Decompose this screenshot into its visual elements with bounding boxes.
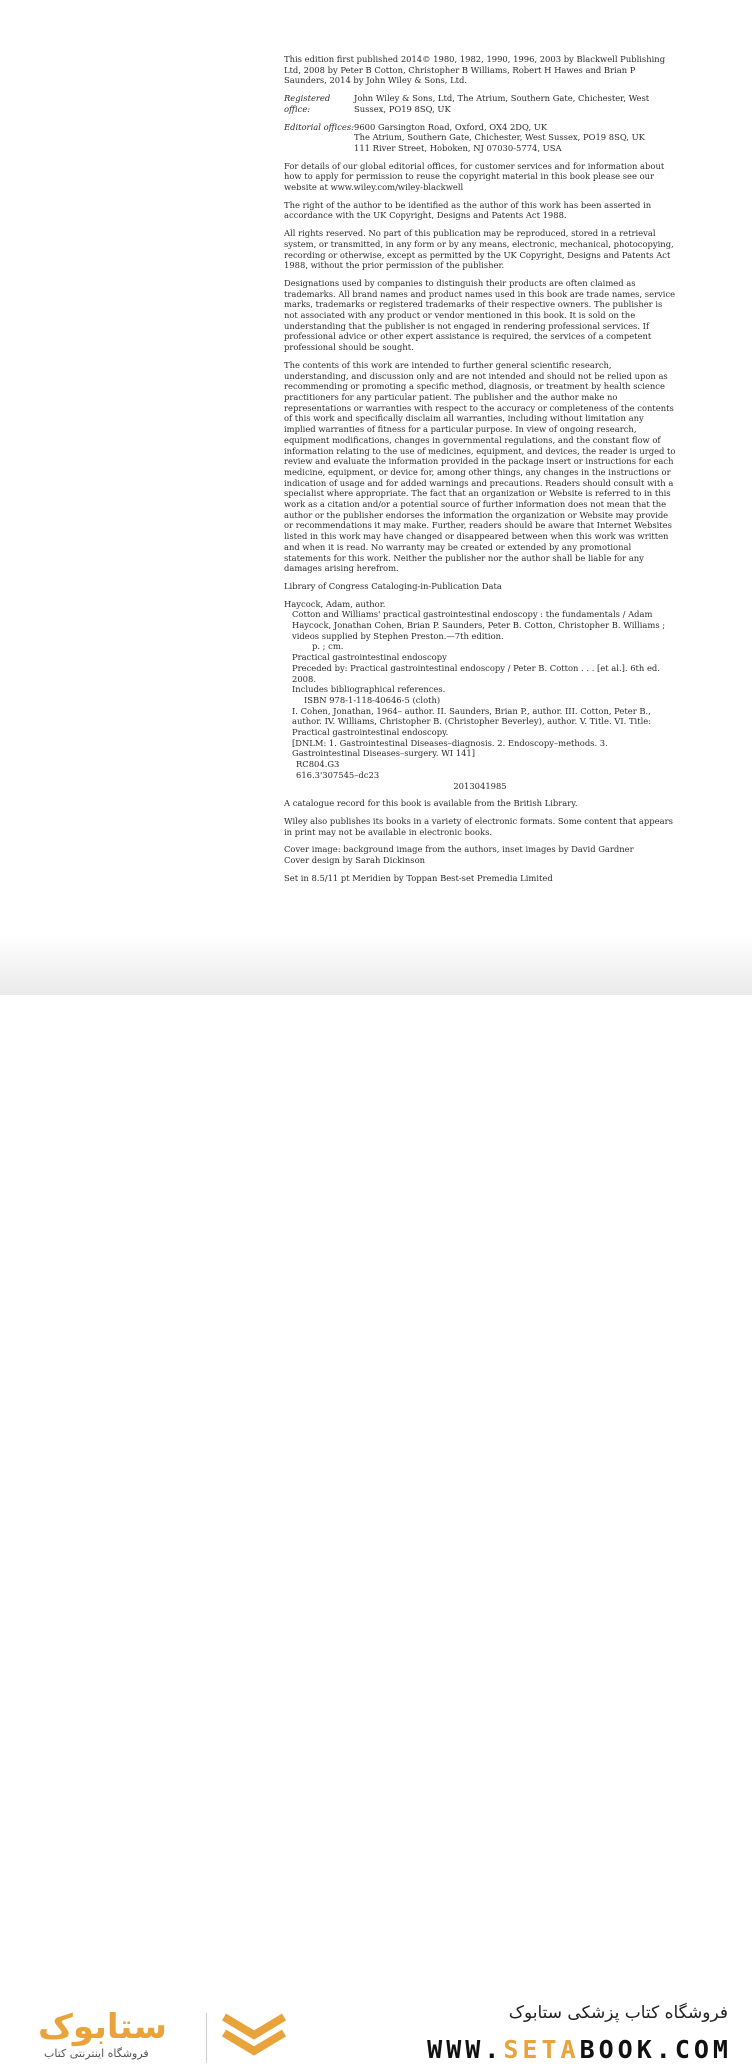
editorial-office-line: 9600 Garsington Road, Oxford, OX4 2DQ, UK [354,121,548,132]
author-right-paragraph: The right of the author to be identified as the author of this work has been asserted in accordance with the UK Copyright, Designs and Patents Act 1988. [284,199,652,221]
catalog-number: 2013041985 [453,780,507,791]
watermark-banner [0,995,752,2064]
cover-credits [284,844,676,865]
bottom-fade [0,935,752,995]
setabook-logo [38,2007,198,2063]
designations-paragraph: Designations used by companies to distinguish their products are often claimed as trademarks. All brand names and product names used in this book are trade names, service marks, trademarks or registered trademarks of their respective owners. The publisher is not associated with any product or vendor mentioned in this book. It is sold on the understanding that the publisher is not engaged in rendering professional services. If professional advice or other expert assistance is required, the services of a competent professional should be sought. [284,277,676,353]
edition-statement: This edition first published 2014© 1980, 1982, 1990, 1996, 2003 by Blackwell Publishing Ltd, 2008 by Peter B Cotton, Christopher B Williams, Robert H Hawes and Brian P Saunders, 2014 by John Wiley & Sons, Ltd. [284,54,666,86]
catalog-line: p. ; cm. [312,641,344,652]
loc-heading: Library of Congress Cataloging-in-Publication Data [284,580,502,591]
disclaimer-paragraph: The contents of this work are intended to further general scientific research, understanding, and discussion only and are not intended and should not be relied upon as recommending or promoting a specific method, diagnosis, or treatment by health science practitioners for any particular patient. The publisher and the author make no representations or warranties with respect to the accuracy or completeness of the contents of this work and specifically disclaim all warranties, including without limitation any implied warranties of fitness for a particular purpose. In view of ongoing research, equipment modifications, changes in governmental regulations, and the constant flow of information relating to the use of medicines, equipment, and devices, the reader is urged to review and evaluate the information provided in the package insert or instructions for each medicine, equipment, or device for, among other things, any changes in the instructions or indication of usage and for added warnings and precautions. Readers should consult with a specialist where appropriate. The fact that an organization or Website is referred to in this work as a citation and/or a potential source of further information does not mean that the author or the publisher endorses the information the organization or Website may provide or recommendations it may make. Further, readers should be aware that Internet Websites listed in this work may have changed or disappeared between when this work was written and when it is read. No warranty may be created or extended by any promotional statements for this work. Neither the publisher nor the author shall be liable for any damages arising herefrom. [284,359,676,574]
shop-url [380,2035,732,2064]
catalog-line: Preceded by: Practical gastrointestinal endoscopy / Peter B. Cotton . . . [et al.]. 6th ed. 2008. [292,662,660,684]
catalog-line: Includes bibliographical references. [292,684,446,695]
typesetting-note: Set in 8.5/11 pt Meridien by Toppan Best-set Premedia Limited [284,872,553,883]
catalog-line: I. Cohen, Jonathan, 1964– author. II. Saunders, Brian P., author. III. Cotton, Peter B., author. IV. Williams, Christopher B. (Christopher Beverley), author. V. Title. VI. Title: Practical gastrointestinal endoscopy. [292,705,652,738]
catalog-line: Cotton and Williams' practical gastrointestinal endoscopy : the fundamentals / Adam Haycock, Jonathan Cohen, Brian P. Saunders, Peter B. Cotton, Christopher B. Williams ; videos supplied by Stephen Preston.—7th edition. [292,609,666,641]
editorial-office-line: 111 River Street, Hoboken, NJ 07030-5774, USA [354,142,562,153]
editorial-office-line: The Atrium, Southern Gate, Chichester, West Sussex, PO19 8SQ, UK [354,132,645,143]
registered-office-label: Registered office: [284,93,331,114]
logo-subtext: فروشگاه اینترنتی کتاب [44,2047,149,2060]
url-prefix: WWW. [427,2035,504,2064]
url-suffix: BOOK.COM [579,2035,732,2064]
editorial-offices-label: Editorial offices: [284,121,354,132]
catalog-line: RC804.G3 [296,759,340,770]
catalog-line: ISBN 978-1-118-40646-5 (cloth) [304,694,441,705]
details-paragraph: For details of our global editorial offices, for customer services and for information about how to apply for permission to reuse the copyright material in this book please see our website at www.wiley.com/wiley-blackwell [284,160,665,193]
url-accent: SETA [503,2035,580,2064]
registered-office-value: John Wiley & Sons, Ltd, The Atrium, Southern Gate, Chichester, West Sussex, PO19 8SQ, UK [354,93,650,114]
logo-text: ستابوک [38,2007,167,2047]
logo-divider [206,2013,207,2063]
cover-design-credit: Cover design by Sarah Dickinson [284,855,426,866]
cataloging-data [284,599,676,792]
catalog-line: Haycock, Adam, author. [284,598,386,609]
british-library-note: A catalogue record for this book is available from the British Library. [284,798,578,809]
copyright-text-block [284,54,676,891]
registered-office [284,93,676,114]
editorial-offices-value [354,122,676,154]
shop-title: فروشگاه کتاب پزشکی ستابوک [508,2003,728,2023]
all-rights-paragraph: All rights reserved. No part of this publication may be reproduced, stored in a retrieval system, or transmitted, in any form or by any means, electronic, mechanical, photocopying, recording or otherwise, except as permitted by the UK Copyright, Designs and Patents Act 1988, without the prior permission of the publisher. [284,228,674,271]
cover-image-credit: Cover image: background image from the authors, inset images by David Gardner [284,844,634,855]
catalog-line: [DNLM: 1. Gastrointestinal Diseases–diagnosis. 2. Endoscopy–methods. 3. Gastrointestinal Diseases–surgery. WI 141] [292,737,608,759]
editorial-offices [284,122,676,154]
chevron-emblem-icon [218,2009,290,2065]
catalog-line: Practical gastrointestinal endoscopy [292,652,447,663]
catalog-line: 616.3'307545–dc23 [296,769,380,780]
electronic-formats-note: Wiley also publishes its books in a variety of electronic formats. Some content that appears in print may not be available in electronic books. [284,816,673,837]
